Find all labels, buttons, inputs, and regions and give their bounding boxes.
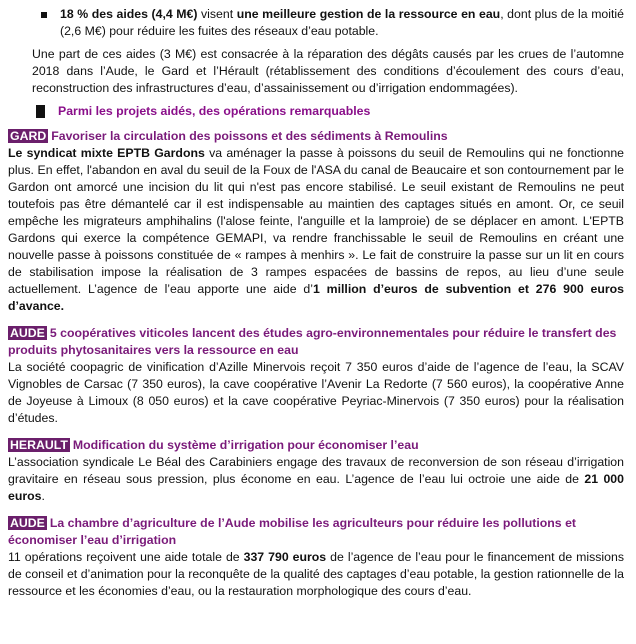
project-aude-cooperatives xyxy=(8,325,624,427)
region-tag: GARD xyxy=(10,129,47,143)
bold-text: Le syndicat mixte EPTB Gardons xyxy=(8,146,205,160)
bullet-square-icon xyxy=(41,12,47,18)
bold-text: 21 000 euros xyxy=(8,472,624,503)
project-title-text: 5 coopératives viticoles lancent des études agro-environnementales pour réduire le transfert des produits phytosanitaires vers la ressource en eau xyxy=(8,326,617,357)
bold-text: 18 % des aides (4,4 M€) xyxy=(60,7,198,21)
project-aude-chambre xyxy=(8,515,624,600)
text: va aménager la passe à poissons du seuil de Remoulins qui ne fonctionne plus. En effet, l'abandon en aval du seuil de la Foux de l'ASA du canal de Beaucaire et son contournement par le Gardon ont amorcé une incision du lit qui n'est pas encore stabilisé. Le seuil existant de Remoulins ne peut toutefois pas être démantelé car il est indispensable au maintien des captages situés en amont. Or, ce seuil empêche les migrateurs amphihalins (l'alose feinte, l'anguille et la lamproie) de se déplacer en amont. L'EPTB Gardons qui exerce la compétence GEMAPI, va rendre franchissable le seuil de Remoulins en créant une nouvelle passe à poissons constituée de « rampes à menhirs ». Le fait de construire la passe sur un lit en cours de stabilisation impose la réalisation de 3 rampes espacées de bassins de repos, au lieu d’une seule actuellement. L’agence de l’eau apporte une aide d’ xyxy=(8,146,625,296)
bold-text: une meilleure gestion de la ressource en eau xyxy=(236,7,501,21)
text: L’association syndicale Le Béal des Carabiniers engage des travaux de reconversion de son réseau d’irrigation gravitaire en réseau sous pression, plus économe en eau. L’agence de l’eau lui octroie une aide de xyxy=(8,455,624,486)
project-gard xyxy=(8,128,624,315)
text: 11 opérations reçoivent une aide totale de xyxy=(8,550,244,564)
section-heading xyxy=(8,103,624,120)
project-title-text: Favoriser la circulation des poissons et des sédiments à Remoulins xyxy=(51,129,448,143)
project-title xyxy=(8,515,624,549)
project-title-text: La chambre d’agriculture de l’Aude mobilise les agriculteurs pour réduire les pollutions et économiser l’eau d’irrigation xyxy=(8,516,576,547)
project-title xyxy=(8,325,624,359)
region-tag: AUDE xyxy=(10,326,45,340)
bold-text: 1 million d’euros de subvention et 276 900 euros d’avance. xyxy=(8,282,624,313)
project-body xyxy=(8,145,624,315)
project-title xyxy=(8,128,624,145)
project-title-text: Modification du système d’irrigation pour économiser l’eau xyxy=(72,438,419,452)
project-herault xyxy=(8,437,624,505)
region-tag: HERAULT xyxy=(10,438,68,452)
project-body xyxy=(8,454,624,505)
region-tag: AUDE xyxy=(10,516,45,530)
intro-bullet-text xyxy=(60,6,624,40)
text: visent xyxy=(197,7,237,21)
intro-bullet xyxy=(8,6,624,40)
project-body xyxy=(8,549,624,600)
text: , dont plus de la moitié (2,6 M€) pour réduire les fuites des réseaux d’eau potable. xyxy=(60,7,624,38)
intro-paragraph: Une part de ces aides (3 M€) est consacrée à la réparation des dégâts causés par les crues de l’automne 2018 dans l’Aude, le Gard et l’Hérault (rétablissement des conditions d’écoulement des cours d’eau, reconstruction des infrastructures d’eau, d’assainissement ou d’irrigation endommagées). xyxy=(32,47,624,95)
project-body xyxy=(8,359,624,427)
heading-square-icon xyxy=(36,105,45,118)
text: . xyxy=(41,489,45,503)
bold-text: 337 790 euros xyxy=(243,550,327,564)
section-heading-text: Parmi les projets aidés, des opérations remarquables xyxy=(58,104,371,118)
text: de l’agence de l’eau pour le financement de missions de conseil et d’animation pour la reconquête de la qualité des captages d’eau potable, la gestion rationnelle de la ressource et les économies d’eau, ou la restauration morphologique des cours d’eau. xyxy=(8,550,624,598)
project-title xyxy=(8,437,624,454)
text: La société coopagric de vinification d’Azille Minervois reçoit 7 350 euros d’aide de l’agence de l’eau, la SCAV Vignobles de Carsac (7 350 euros), la cave coopérative l’Avenir La Redorte (7 560 euros), la coopérative Anne de Joyeuse à Limoux (8 050 euros) et la cave coopérative Peyriac-Minervois (7 350 euros) pour la réalisation d’études. xyxy=(8,360,624,425)
